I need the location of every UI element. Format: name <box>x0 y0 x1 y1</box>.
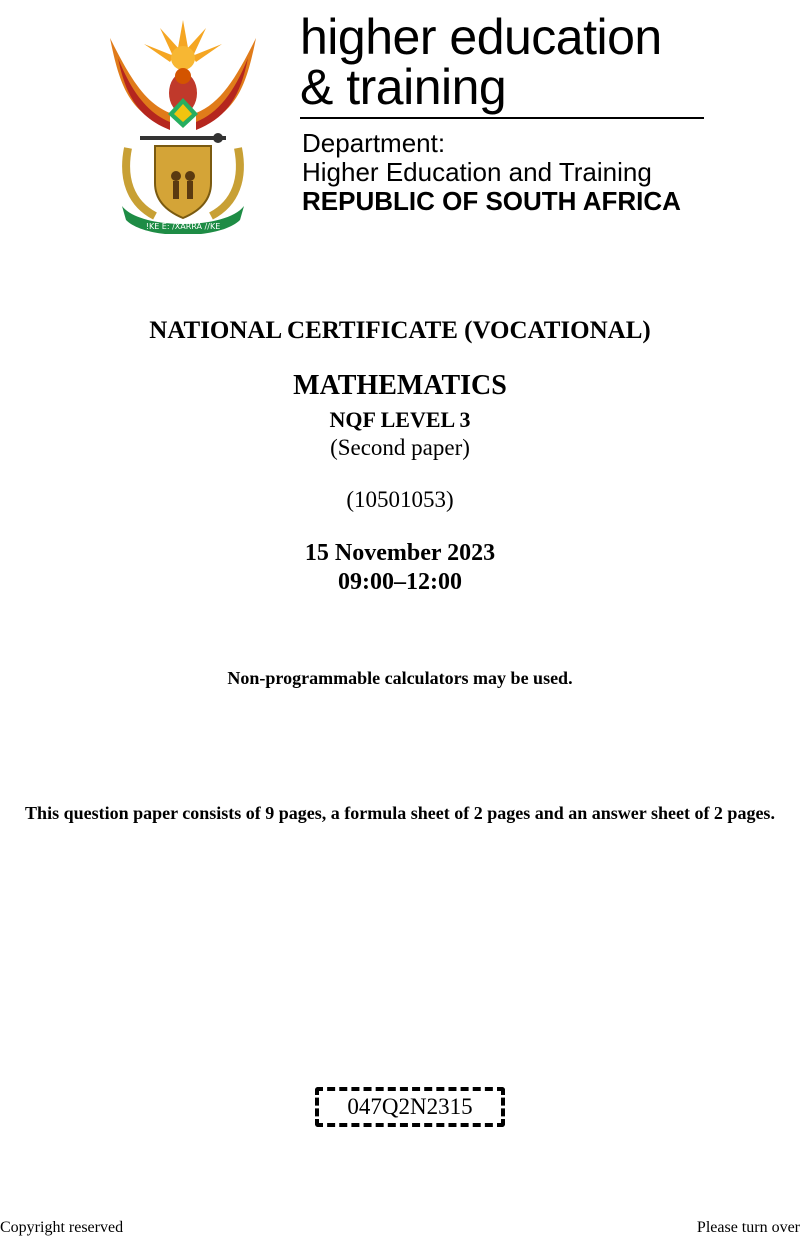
coat-of-arms-logo <box>100 18 266 234</box>
country-name: REPUBLIC OF SOUTH AFRICA <box>302 186 681 216</box>
footer-turn-over: Please turn over <box>696 1219 800 1236</box>
subject-code: (10501053) <box>346 487 454 512</box>
paper-code-box: 047Q2N2315 <box>315 1087 505 1127</box>
crest-motto: !KE E: /XARRA //KE <box>145 222 221 231</box>
dept-label: Department: <box>302 128 446 158</box>
dept-heading-line2: & training <box>300 59 507 115</box>
paper-number: (Second paper) <box>330 435 470 460</box>
dept-heading-line1: higher education <box>300 9 662 65</box>
exam-date: 15 November 2023 <box>304 540 496 566</box>
page-count-note: This question paper consists of 9 pages, a formula sheet of 2 pages and an answer sheet of 2 pages. <box>25 803 775 823</box>
nqf-level: NQF LEVEL 3 <box>329 407 471 432</box>
exam-time: 09:00–12:00 <box>338 569 462 595</box>
header-divider <box>300 117 704 119</box>
dept-name: Higher Education and Training <box>302 157 652 187</box>
certificate-title: NATIONAL CERTIFICATE (VOCATIONAL) <box>149 317 651 344</box>
subject-title: MATHEMATICS <box>293 370 507 401</box>
calculator-note: Non-programmable calculators may be used. <box>227 668 573 688</box>
footer-copyright: Copyright reserved <box>0 1219 124 1236</box>
